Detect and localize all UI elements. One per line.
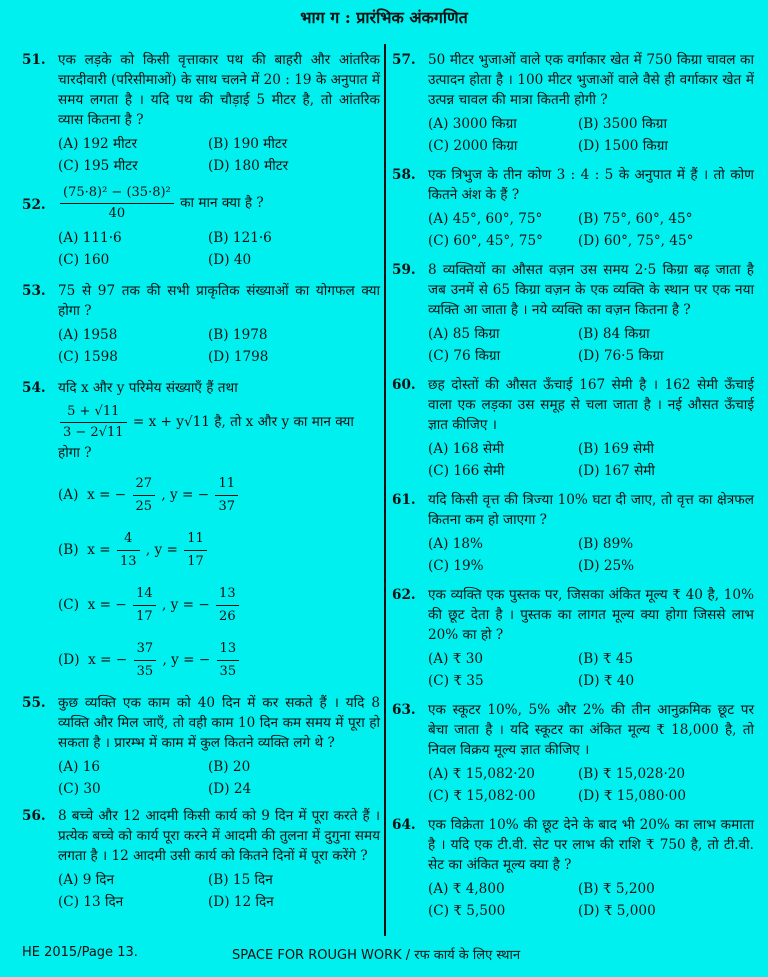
option-b[interactable]: (B) ₹ 15,028·20 [578,766,686,782]
option-c[interactable]: (C) 30 [58,781,101,797]
option-b[interactable]: (B) 1978 [208,327,268,343]
option-label: (D) [58,652,80,668]
option-b[interactable]: (B) 121·6 [208,230,272,246]
y-fraction [216,583,239,628]
option-label: (A) [58,487,79,503]
question-number: 57. [392,52,416,68]
option-d[interactable]: (D) ₹ 15,080·00 [578,788,686,804]
question-text: 50 मीटर भुजाओं वाले एक वर्गाकार खेत में 750 किग्रा चावल का उत्पादन होता है । 100 मीटर भुजाओं वाले वैसे ही वर्गाकार खेत में उत्पन्न चावल की मात्रा कितनी होगी ? [428,52,754,108]
y-sign: , y = − [161,487,210,503]
option-a[interactable]: (A) 111·6 [58,230,122,246]
option-c[interactable] [58,583,380,628]
question-text: 75 से 97 तक की सभी प्राकृतिक संख्याओं का योगफल क्या होगा ? [58,283,380,319]
x-sign: x = − [87,487,127,503]
option-a[interactable]: (A) 85 किग्रा [428,326,500,342]
numerator: 37 [134,638,157,661]
option-b[interactable] [58,528,380,573]
question-55 [22,693,380,800]
option-a[interactable]: (A) ₹ 4,800 [428,881,505,897]
option-a[interactable]: (A) ₹ 30 [428,651,484,667]
denominator: 13 [119,554,137,569]
question-text: 8 व्यक्तियों का औसत वज़न उस समय 2·5 किग्रा बढ़ जाता है जब उनमें से 65 किग्रा वज़न के एक व्यक्ति के स्थान पर एक नया व्यक्ति आ जाता है । नये व्यक्ति का वज़न कितना है ? [428,262,754,318]
option-b[interactable]: (B) 15 दिन [208,872,273,888]
option-c[interactable]: (C) ₹ 35 [428,673,484,689]
option-a[interactable]: (A) 168 सेमी [428,441,504,457]
option-c[interactable]: (C) 166 सेमी [428,463,505,479]
question-59 [392,260,754,367]
x-sign: x = − [87,597,127,613]
option-c[interactable]: (C) 160 [58,252,110,268]
x-fraction [117,528,140,573]
option-d[interactable]: (D) 180 मीटर [208,158,289,174]
option-a[interactable]: (A) 18% [428,536,483,552]
option-a[interactable]: (A) 45°, 60°, 75° [428,211,543,227]
question-number: 54. [22,380,46,396]
question-64 [392,815,754,922]
option-c[interactable]: (C) 2000 किग्रा [428,138,518,154]
option-c[interactable]: (C) ₹ 5,500 [428,903,506,919]
question-text: का मान क्या है ? [180,195,264,211]
question-number: 61. [392,492,416,508]
option-c[interactable]: (C) ₹ 15,082·00 [428,788,536,804]
option-d[interactable]: (D) 40 [208,252,252,268]
option-a[interactable]: (A) 9 दिन [58,872,114,888]
option-b[interactable]: (B) 84 किग्रा [578,326,650,342]
question-text: एक व्यक्ति एक पुस्तक पर, जिसका अंकित मूल्य ₹ 40 है, 10% की छूट देता है । पुस्तक का लागत मूल्य क्या होगा जिससे लाभ 20% का हो ? [428,587,754,643]
question-58 [392,165,754,252]
question-text: कुछ व्यक्ति एक काम को 40 दिन में कर सकते हैं । यदि 8 व्यक्ति और मिल जाएँ, तो वही काम 10 दिन कम समय में पूरा हो सकता है । प्रारम्भ में काम में कुल कितने व्यक्ति लगे थे ? [58,695,380,751]
x-sign: x = − [88,652,128,668]
denominator: 26 [219,609,236,624]
option-d[interactable]: (D) ₹ 40 [578,673,635,689]
option-d[interactable]: (D) 60°, 75°, 45° [578,233,694,249]
option-d[interactable]: (D) ₹ 5,000 [578,903,656,919]
rough-work-label: SPACE FOR ROUGH WORK / रफ कार्य के लिए स्थान [232,948,521,963]
denominator: 17 [187,554,204,569]
x-fraction [133,583,156,628]
question-number: 52. [22,197,46,213]
option-b[interactable]: (B) ₹ 5,200 [578,881,655,897]
y-sign: , y = − [161,597,210,613]
y-sign: , y = − [162,652,211,668]
question-text: यदि किसी वृत्त की त्रिज्या 10% घटा दी जाए, तो वृत्त का क्षेत्रफल कितना कम हो जाएगा ? [428,492,754,528]
option-c[interactable]: (C) 19% [428,558,484,574]
denominator: 17 [136,609,153,624]
question-text: यदि x और y परिमेय संख्याएँ हैं तथा [58,380,238,396]
option-b[interactable]: (B) 190 मीटर [208,136,288,152]
option-d[interactable]: (D) 76·5 किग्रा [578,348,664,364]
option-label: (C) [58,597,80,613]
question-text-2: = x + y√11 है, तो x और y का मान क्या होगा ? [58,414,354,461]
question-text: छह दोस्तों की औसत ऊँचाई 167 सेमी है । 162 सेमी ऊँचाई वाला एक लड़का उस समूह से चला जाता है । नई औसत ऊँचाई ज्ञात कीजिए । [428,377,754,433]
question-text: एक विक्रेता 10% की छूट देने के बाद भी 20% का लाभ कमाता है । यदि एक टी.वी. सेट पर लाभ की राशि ₹ 750 है, तो टी.वी. सेट का अंकित मूल्य क्या है ? [428,817,754,873]
option-b[interactable]: (B) 169 सेमी [578,441,655,457]
numerator: 14 [133,583,156,606]
question-text: एक स्कूटर 10%, 5% और 2% की तीन आनुक्रमिक छूट पर बेचा जाता है । यदि स्कूटर का अंकित मूल्य ₹ 18,000 है, तो निवल विक्रय मूल्य ज्ञात कीजिए । [428,702,754,758]
option-a[interactable] [58,473,380,518]
y-fraction [184,528,207,573]
question-54 [22,378,380,683]
question-number: 62. [392,587,416,603]
question-56 [22,806,380,913]
numerator: (75·8)² − (35·8)² [60,183,174,204]
option-d[interactable] [58,638,380,683]
numerator: 4 [117,528,140,551]
x-sign: x = [87,542,111,558]
option-d[interactable]: (D) 1500 किग्रा [578,138,668,154]
question-60 [392,375,754,482]
option-a[interactable]: (A) 192 मीटर [58,136,138,152]
option-d[interactable]: (D) 12 दिन [208,894,274,910]
question-number: 51. [22,52,46,68]
question-text: एक लड़के को किसी वृत्ताकार पथ की बाहरी और आंतरिक चारदीवारी (परिसीमाओं) के साथ चलने में 20 : 19 के अनुपात में समय लगता है । यदि पथ की चौड़ाई 5 मीटर है, तो आंतरिक व्यास कितना है ? [58,52,380,128]
y-sign: , y = [145,542,178,558]
question-51 [22,50,380,177]
x-fraction [133,473,156,518]
y-fraction [215,473,238,518]
question-text: एक त्रिभुज के तीन कोण 3 : 4 : 5 के अनुपात में हैं । तो कोण कितने अंश के हैं ? [428,167,754,203]
option-b[interactable]: (B) 3500 किग्रा [578,116,667,132]
option-a[interactable]: (A) 16 [58,759,101,775]
question-63 [392,700,754,807]
question-number: 53. [22,283,46,299]
question-52 [22,183,380,271]
option-d[interactable]: (D) 167 सेमी [578,463,655,479]
option-d[interactable]: (D) 1798 [208,349,269,365]
question-61 [392,490,754,577]
denominator: 35 [219,664,237,679]
option-c[interactable]: (C) 13 दिन [58,894,124,910]
expression-fraction [60,183,174,224]
column-divider [384,44,386,936]
question-number: 64. [392,817,416,833]
option-b[interactable]: (B) 20 [208,759,251,775]
denominator: 35 [136,664,154,679]
option-c[interactable]: (C) 76 किग्रा [428,348,501,364]
y-fraction [217,638,240,683]
numerator: 13 [217,638,240,661]
option-c[interactable]: (C) 195 मीटर [58,158,138,174]
question-57 [392,50,754,157]
option-b[interactable]: (B) ₹ 45 [578,651,634,667]
option-d[interactable]: (D) 24 [208,781,252,797]
left-column [22,50,380,921]
right-column [392,50,754,930]
question-number: 58. [392,167,416,183]
option-d[interactable]: (D) 25% [578,558,635,574]
option-c[interactable]: (C) 60°, 45°, 75° [428,233,543,249]
denominator: 3 − 2√11 [63,425,124,440]
numerator: 27 [133,473,156,496]
denominator: 25 [135,499,153,514]
page-number: HE 2015/Page 13. [22,945,138,960]
option-b[interactable]: (B) 89% [578,536,634,552]
option-label: (B) [58,542,79,558]
x-fraction [134,638,157,683]
numerator: 11 [215,473,238,496]
option-b[interactable]: (B) 75°, 60°, 45° [578,211,693,227]
option-a[interactable]: (A) ₹ 15,082·20 [428,766,535,782]
question-number: 55. [22,695,46,711]
expression-fraction [60,402,127,443]
page-title: भाग ग : प्रारंभिक अंकगणित [300,8,468,27]
numerator: 11 [184,528,207,551]
numerator: 5 + √11 [60,402,127,423]
option-c[interactable]: (C) 1598 [58,349,118,365]
option-a[interactable]: (A) 3000 किग्रा [428,116,517,132]
numerator: 13 [216,583,239,606]
question-text: 8 बच्चे और 12 आदमी किसी कार्य को 9 दिन में पूरा करते हैं । प्रत्येक बच्चे को कार्य पूरा करने में आदमी की तुलना में दुगुना समय लगता है । 12 आदमी उसी कार्य को कितने दिनों में पूरा करेंगे ? [58,808,380,864]
question-number: 60. [392,377,416,393]
question-number: 59. [392,262,416,278]
question-number: 56. [22,808,46,824]
denominator: 37 [218,499,236,514]
denominator: 40 [108,206,126,221]
question-53 [22,281,380,368]
question-number: 63. [392,702,416,718]
question-62 [392,585,754,692]
option-a[interactable]: (A) 1958 [58,327,118,343]
